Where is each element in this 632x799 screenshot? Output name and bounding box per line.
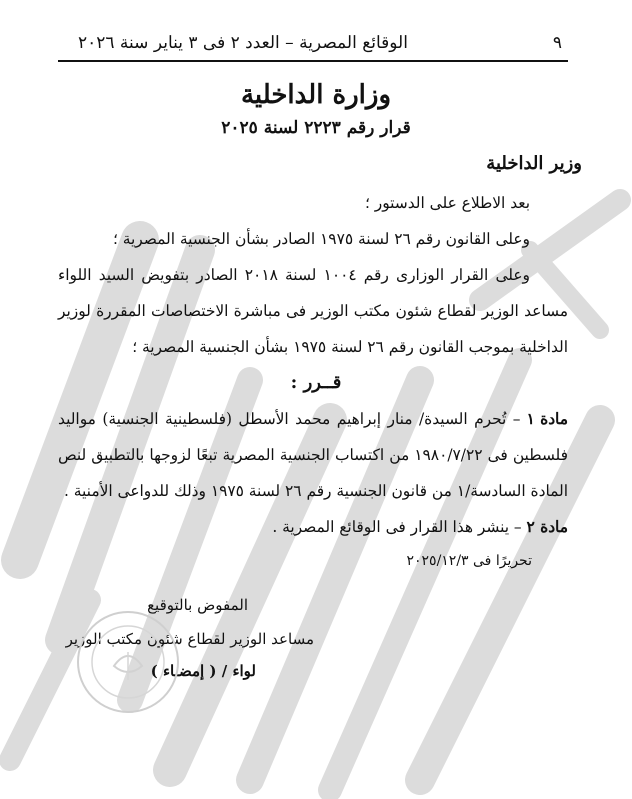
signature-authorized: المفوض بالتوقيع [147, 596, 248, 614]
page-header [78, 30, 562, 56]
gazette-title: الوقائع المصرية – العدد ٢ فى ٣ يناير سنة ٢٠٢٦ [78, 33, 408, 53]
article-2-label: مادة ٢ [526, 518, 568, 536]
date-line: تحريرًا فى ٢٠٢٥/١٢/٣ [406, 553, 532, 569]
preamble-line: وعلى القانون رقم ٢٦ لسنة ١٩٧٥ الصادر بشأن الجنسية المصرية ؛ [112, 230, 530, 248]
article-1-text: فلسطين فى ١٩٨٠/٧/٢٢ من اكتساب الجنسية المصرية تبعًا لزوجها بالتطبيق لنص [58, 446, 569, 464]
preamble-line: بعد الاطلاع على الدستور ؛ [365, 194, 530, 212]
decides-heading: قــرر : [290, 372, 342, 393]
article-2 [58, 518, 568, 536]
ministry-title: وزارة الداخلية [240, 80, 392, 110]
header-rule [58, 60, 568, 62]
article-1-text: المادة السادسة/١ من قانون الجنسية رقم ٢٦ لسنة ١٩٧٥ وذلك للدواعى الأمنية . [64, 482, 568, 500]
page-number: ٩ [552, 33, 562, 53]
preamble-line: مساعد الوزير لقطاع شئون مكتب الوزير فى مباشرة الاختصاصات المقررة لوزير [58, 302, 568, 320]
preamble-line: الداخلية بموجب القانون رقم ٢٦ لسنة ١٩٧٥ بشأن الجنسية المصرية ؛ [132, 338, 568, 356]
preamble-line: وعلى القرار الوزارى رقم ١٠٠٤ لسنة ٢٠١٨ الصادر بتفويض السيد اللواء [58, 266, 530, 284]
signature-position: مساعد الوزير لقطاع شئون مكتب الوزير [65, 630, 314, 648]
article-2-text: – ينشر هذا القرار فى الوقائع المصرية . [272, 518, 522, 536]
decree-title: قرار رقم ٢٢٢٣ لسنة ٢٠٢٥ [221, 118, 411, 138]
article-1-first-line [58, 410, 568, 428]
ministry-stamp [74, 608, 182, 716]
article-1-label: مادة ١ [526, 410, 568, 428]
minister-heading: وزير الداخلية [486, 153, 582, 174]
article-1-text: – تُحرم السيدة/ منار إبراهيم محمد الأسطل (فلسطينية الجنسية) مواليد [58, 410, 521, 428]
signature-name: لواء / ( إمضـاء ) [150, 662, 256, 680]
